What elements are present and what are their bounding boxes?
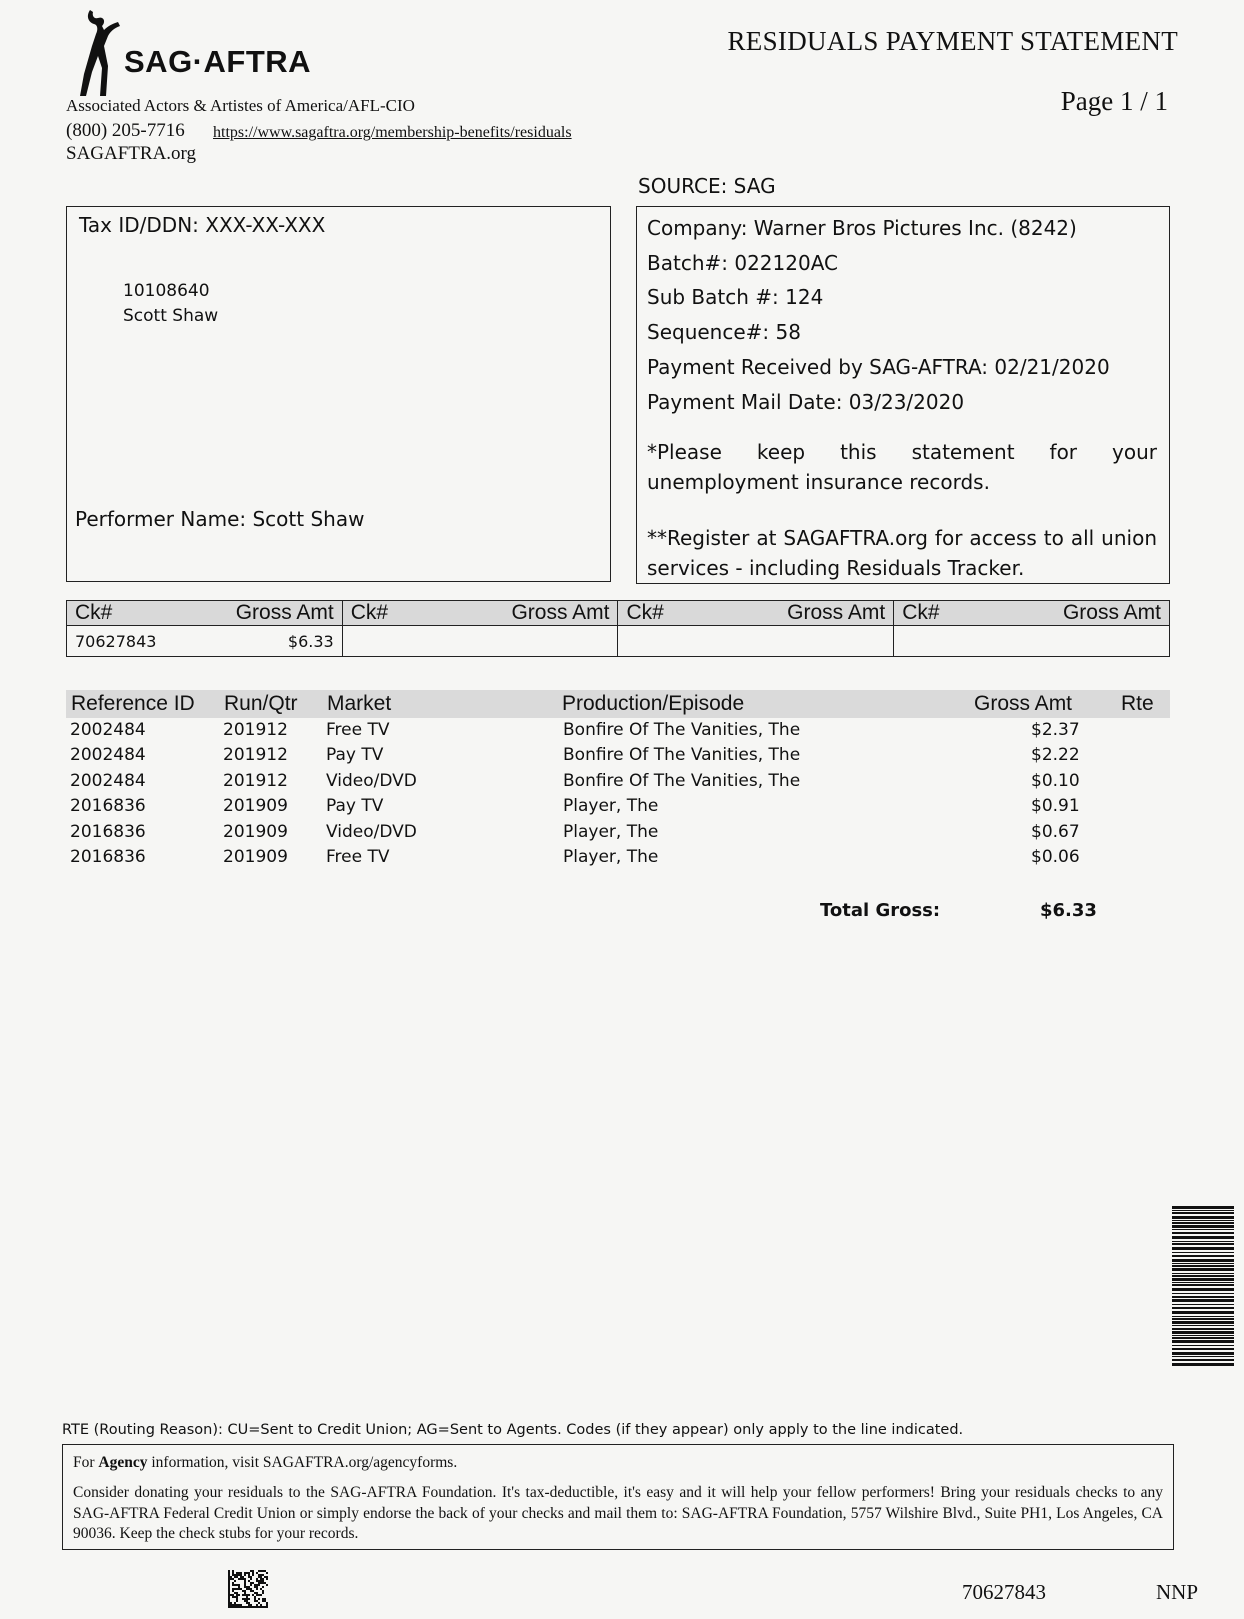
production-episode: Bonfire Of The Vanities, The <box>563 720 801 740</box>
run-qtr: 201912 <box>223 770 288 791</box>
org-name: Associated Actors & Artistes of America/AFL-CIO <box>66 96 415 115</box>
checks-header-row <box>67 601 1170 626</box>
recipient-box <box>66 206 611 582</box>
run-qtr: 201912 <box>223 720 288 740</box>
reference-id: 2016836 <box>70 847 146 867</box>
register-note: **Register at SAGAFTRA.org for access to all union services - including Residuals Tracker. <box>647 526 1157 580</box>
run-qtr: 201912 <box>223 745 288 766</box>
gross-amount: $0.67 <box>1031 821 1080 842</box>
run-qtr-header: Run/Qtr <box>224 692 298 715</box>
sequence-number: Sequence#: 58 <box>647 320 801 345</box>
run-qtr: 201909 <box>223 796 288 817</box>
reference-id: 2002484 <box>70 720 146 740</box>
run-qtr: 201909 <box>223 821 288 842</box>
sag-aftra-logo: SAG·AFTRA <box>124 44 312 79</box>
check-amount <box>750 626 893 657</box>
footer-info-box <box>62 1444 1174 1550</box>
reference-id: 2002484 <box>70 745 146 766</box>
run-qtr: 201909 <box>223 847 288 867</box>
gross-amount-header: Gross Amt <box>750 601 893 626</box>
check-number-header: Ck# <box>67 601 199 626</box>
market: Video/DVD <box>326 770 417 791</box>
market: Video/DVD <box>326 821 417 842</box>
production-episode: Player, The <box>563 821 659 842</box>
gross-amount-header: Gross Amt <box>199 601 342 626</box>
delivery-code: NNP <box>1156 1580 1199 1604</box>
check-amount <box>1026 626 1169 657</box>
page-number: Page 1 / 1 <box>1060 86 1168 116</box>
checks-table <box>66 600 1170 657</box>
batch-number: Batch#: 022120AC <box>647 250 838 275</box>
gross-amount-header: Gross Amt <box>974 692 1073 715</box>
reference-id: 2016836 <box>70 821 146 842</box>
routing-reason-note: RTE (Routing Reason): CU=Sent to Credit Union; AG=Sent to Agents. Codes (if they appear) only apply to the line indicated. <box>62 1422 964 1438</box>
check-amount <box>475 626 618 657</box>
check-number <box>618 626 750 657</box>
check-number: 70627843 <box>67 626 199 657</box>
donation-note: Consider donating your residuals to the SAG-AFTRA Foundation. It's tax-deductible, it's easy and it will help your fellow performers! Bring your residuals checks to any SAG-AFTRA Federal Credit Union or simply endorse the back of your checks and mail them to: SAG-AFTRA Foundation, 5757 Wilshire Blvd., Suite PH1, Los Angeles, CA 90036. Keep the check stubs for your records. <box>73 1484 1163 1542</box>
check-number <box>894 626 1026 657</box>
gross-amount: $2.37 <box>1031 720 1080 740</box>
checks-row <box>67 626 1170 657</box>
gross-amount: $0.06 <box>1031 847 1080 867</box>
performer-name: Performer Name: Scott Shaw <box>75 507 365 531</box>
sag-aftra-logo-figure-icon <box>80 6 126 98</box>
payment-mail-date: Payment Mail Date: 03/23/2020 <box>647 389 965 414</box>
market: Free TV <box>326 847 390 867</box>
total-gross-value: $6.33 <box>1040 900 1097 921</box>
reference-id: 2002484 <box>70 770 146 791</box>
recipient-name: Scott Shaw <box>123 306 219 326</box>
residuals-url[interactable]: https://www.sagaftra.org/membership-benefits/residuals <box>213 124 572 141</box>
check-amount: $6.33 <box>199 626 342 657</box>
market-header: Market <box>327 692 392 715</box>
company: Company: Warner Bros Pictures Inc. (8242) <box>647 216 1077 240</box>
production-episode: Bonfire Of The Vanities, The <box>563 745 801 766</box>
source-label: SOURCE: SAG <box>638 174 776 198</box>
gross-amount-header: Gross Amt <box>475 601 618 626</box>
reference-id-header: Reference ID <box>71 692 195 715</box>
payment-received-date: Payment Received by SAG-AFTRA: 02/21/2020 <box>647 354 1110 379</box>
check-number-header: Ck# <box>894 601 1026 626</box>
records-note: *Please keep this statement for your unemployment insurance records. <box>647 440 1157 494</box>
member-id: 10108640 <box>123 281 210 301</box>
reference-id: 2016836 <box>70 796 146 817</box>
website: SAGAFTRA.org <box>66 143 197 164</box>
sub-batch-number: Sub Batch #: 124 <box>647 285 824 310</box>
rte-header: Rte <box>1121 692 1154 715</box>
check-number <box>342 626 474 657</box>
gross-amount: $0.91 <box>1031 796 1080 817</box>
production-header: Production/Episode <box>562 692 745 715</box>
document-title: RESIDUALS PAYMENT STATEMENT <box>727 26 1178 56</box>
payment-info-box <box>636 206 1170 584</box>
gross-amount: $2.22 <box>1031 745 1080 766</box>
gross-amount-header: Gross Amt <box>1026 601 1169 626</box>
barcode-icon <box>1172 1206 1234 1368</box>
gross-amount: $0.10 <box>1031 770 1080 791</box>
check-number-header: Ck# <box>342 601 474 626</box>
production-episode: Player, The <box>563 847 659 867</box>
agency-info: For Agency information, visit SAGAFTRA.org/agencyforms. <box>73 1454 458 1471</box>
market: Pay TV <box>326 796 384 817</box>
production-episode: Bonfire Of The Vanities, The <box>563 770 801 791</box>
check-number-header: Ck# <box>618 601 750 626</box>
market: Pay TV <box>326 745 384 766</box>
qr-code-icon <box>228 1570 268 1608</box>
stub-number: 70627843 <box>962 1580 1046 1604</box>
production-episode: Player, The <box>563 796 659 817</box>
tax-id: Tax ID/DDN: XXX-XX-XXX <box>79 213 326 237</box>
phone-number: (800) 205-7716 <box>66 120 185 141</box>
market: Free TV <box>326 720 390 740</box>
total-gross-label: Total Gross: <box>820 900 941 921</box>
